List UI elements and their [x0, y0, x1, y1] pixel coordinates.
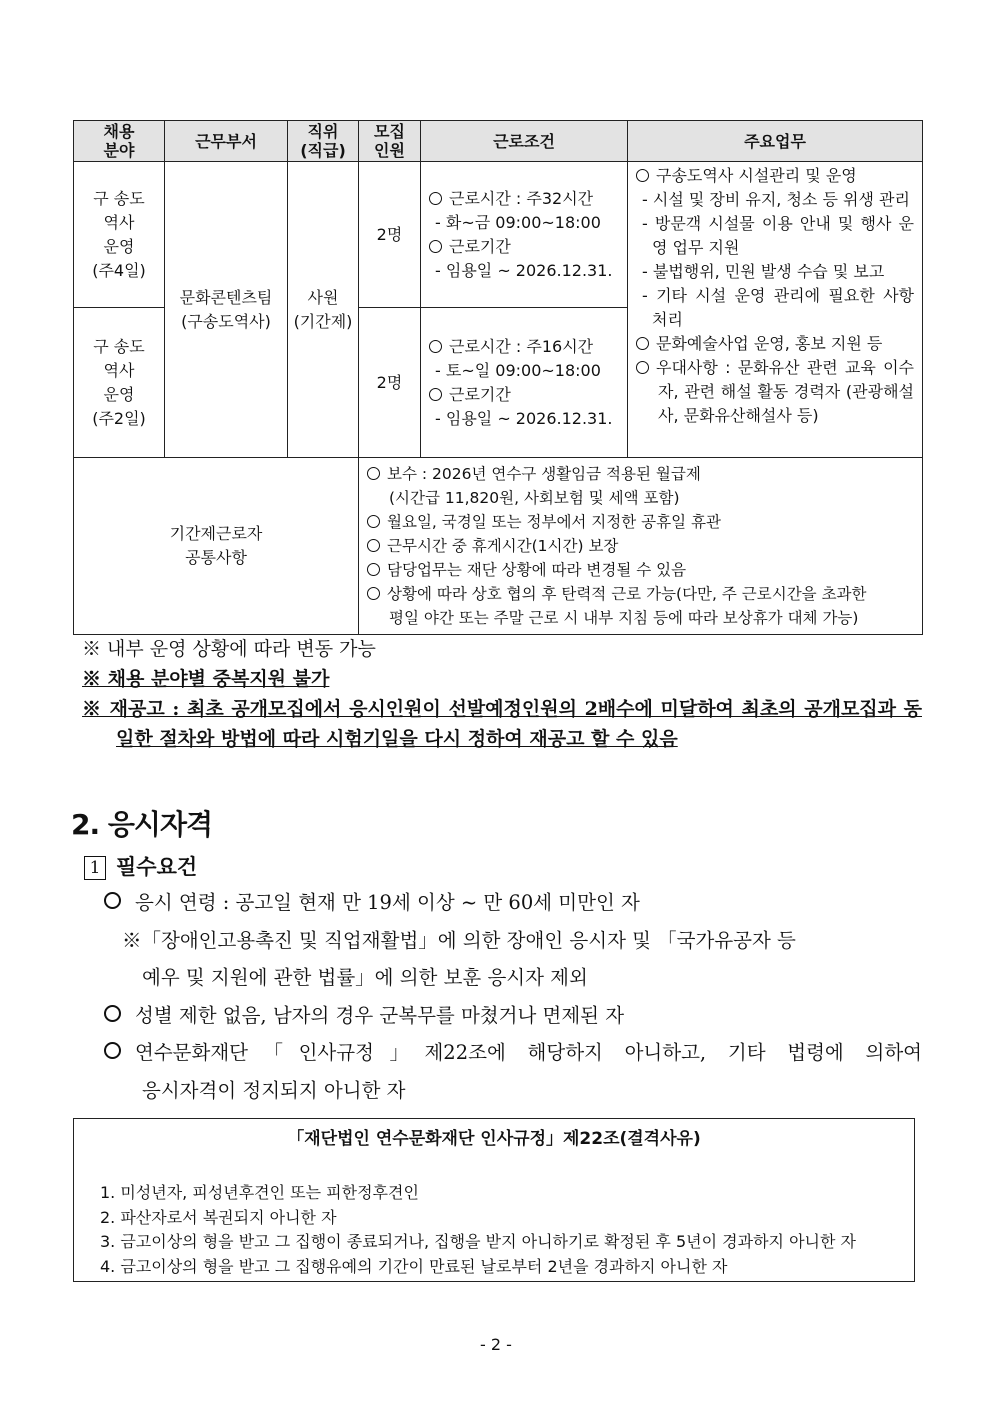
list-item: 2. 파산자로서 복권되지 아니한 자	[100, 1207, 337, 1227]
list-item: 예우 및 지원에 관한 법률」에 의한 보훈 응시자 제외	[142, 966, 588, 989]
circle-bullet-icon	[429, 388, 442, 401]
duty-line: - 방문객 시설물 이용 안내 및 행사 운영 업무 지원	[642, 214, 914, 257]
circle-bullet-icon	[367, 563, 380, 576]
list-item: 응시 연령 : 공고일 현재 만 19세 이상 ~ 만 60세 미만인 자	[104, 884, 922, 922]
duties-cell	[628, 162, 923, 458]
circle-bullet-icon	[636, 169, 649, 182]
condition-line: 근로기간	[429, 235, 619, 259]
circle-bullet-icon	[104, 892, 121, 909]
table-row-common	[74, 458, 923, 635]
circle-bullet-icon	[367, 539, 380, 552]
header-duties: 주요업무	[628, 121, 923, 162]
circle-bullet-icon	[429, 240, 442, 253]
circle-bullet-icon	[104, 1005, 121, 1022]
list-item: 성별 제한 없음, 남자의 경우 군복무를 마쳤거나 면제된 자	[104, 997, 922, 1035]
field-cell: 구 송도 역사 운영 (주4일)	[74, 162, 165, 308]
condition-line: - 화~금 09:00~18:00	[435, 212, 601, 232]
field-cell: 구 송도 역사 운영 (주2일)	[74, 308, 165, 458]
list-item: 3. 금고이상의 형을 받고 그 집행이 종료되거나, 집행을 받지 아니하기로 확정된 후 5년이 경과하지 아니한 자	[100, 1232, 856, 1251]
conditions-cell	[421, 308, 628, 458]
list-item: 4. 금고이상의 형을 받고 그 집행유예의 기간이 만료된 날로부터 2년을 경과하지 아니한 자	[100, 1256, 728, 1276]
list-item: ※「장애인고용촉진 및 직업재활법」에 의한 장애인 응시자 및 「국가유공자 등	[122, 928, 796, 952]
condition-line: - 임용일 ~ 2026.12.31.	[435, 260, 613, 280]
common-line: 평일 야간 또는 주말 근로 시 내부 지침 등에 따라 보상휴가 대체 가능)	[389, 609, 859, 627]
box-title: 「재단법인 연수문화재단 인사규정」제22조(결격사유)	[287, 1129, 701, 1149]
duty-line: - 시설 및 장비 유지, 청소 등 위생 관리	[642, 190, 910, 209]
condition-line: 근로기간	[429, 383, 619, 407]
header-position: 직위 (직급)	[288, 121, 359, 162]
subsection-title: 1 필수요건	[84, 851, 197, 881]
common-line: 상황에 따라 상호 협의 후 탄력적 근로 가능(다만, 주 근로시간을 초과한	[367, 582, 914, 606]
boxed-number: 1	[84, 856, 106, 880]
position-cell: 사원 (기간제)	[288, 162, 359, 458]
circle-bullet-icon	[367, 467, 380, 480]
common-line: 담당업무는 재단 상황에 따라 변경될 수 있음	[367, 558, 914, 582]
duty-line: - 불법행위, 민원 발생 수습 및 보고	[642, 262, 885, 281]
common-cell	[359, 458, 923, 635]
box-items	[100, 1181, 856, 1279]
common-line: 월요일, 국경일 또는 정부에서 지정한 공휴일 휴관	[367, 510, 914, 534]
header-department: 근무부서	[165, 121, 288, 162]
table-header-row	[74, 121, 923, 162]
condition-line: - 토~일 09:00~18:00	[435, 360, 601, 380]
duty-line: 문화예술사업 운영, 홍보 지원 등	[636, 332, 914, 356]
condition-line: 근로시간 : 주16시간	[429, 335, 619, 359]
header-field: 채용 분야	[74, 121, 165, 162]
common-line: (시간급 11,820원, 사회보험 및 세액 포함)	[389, 489, 680, 507]
note-line: ※ 재공고 : 최초 공개모집에서 응시인원이 선발예정인원의 2배수에 미달하여 최초의 공개모집과 동일한 절차와 방법에 따라 시험기일을 다시 정하여 재공고 할 수 있음	[82, 698, 922, 750]
disqualification-box	[73, 1118, 915, 1282]
circle-bullet-icon	[429, 340, 442, 353]
condition-line: - 임용일 ~ 2026.12.31.	[435, 408, 613, 428]
list-item: 연수문화재단「인사규정」제22조에 해당하지 아니하고, 기타 법령에 의하여	[104, 1034, 922, 1072]
circle-bullet-icon	[429, 192, 442, 205]
count-cell: 2명	[359, 308, 421, 458]
page-number: - 2 -	[480, 1335, 512, 1354]
conditions-cell	[421, 162, 628, 308]
common-line: 근무시간 중 휴게시간(1시간) 보장	[367, 534, 914, 558]
note-line: ※ 채용 분야별 중복지원 불가	[82, 668, 330, 690]
circle-bullet-icon	[104, 1042, 121, 1059]
requirements-list	[104, 884, 922, 1109]
duty-line: 우대사항 : 문화유산 관련 교육 이수자, 관련 해설 활동 경력자 (관광해설사, 문화유산해설사 등)	[636, 356, 914, 428]
note-line: ※ 내부 운영 상황에 따라 변동 가능	[82, 638, 376, 660]
circle-bullet-icon	[367, 515, 380, 528]
count-cell: 2명	[359, 162, 421, 308]
common-line: 보수 : 2026년 연수구 생활임금 적용된 월급제	[367, 462, 914, 486]
notes	[82, 634, 922, 754]
condition-line: 근로시간 : 주32시간	[429, 187, 619, 211]
list-item: 1. 미성년자, 피성년후견인 또는 피한정후견인	[100, 1183, 419, 1202]
common-label-cell: 기간제근로자 공통사항	[74, 458, 359, 635]
header-conditions: 근로조건	[421, 121, 628, 162]
section-title: 2. 응시자격	[71, 808, 213, 841]
list-item: 응시자격이 정지되지 아니한 자	[142, 1078, 406, 1102]
duty-line: - 기타 시설 운영 관리에 필요한 사항 처리	[642, 286, 914, 329]
circle-bullet-icon	[636, 361, 649, 374]
duty-line: 구송도역사 시설관리 및 운영	[636, 164, 914, 188]
circle-bullet-icon	[636, 337, 649, 350]
table-row	[74, 162, 923, 308]
header-count: 모집 인원	[359, 121, 421, 162]
circle-bullet-icon	[367, 587, 380, 600]
recruitment-table	[73, 120, 923, 635]
department-cell: 문화콘텐츠팀 (구송도역사)	[165, 162, 288, 458]
